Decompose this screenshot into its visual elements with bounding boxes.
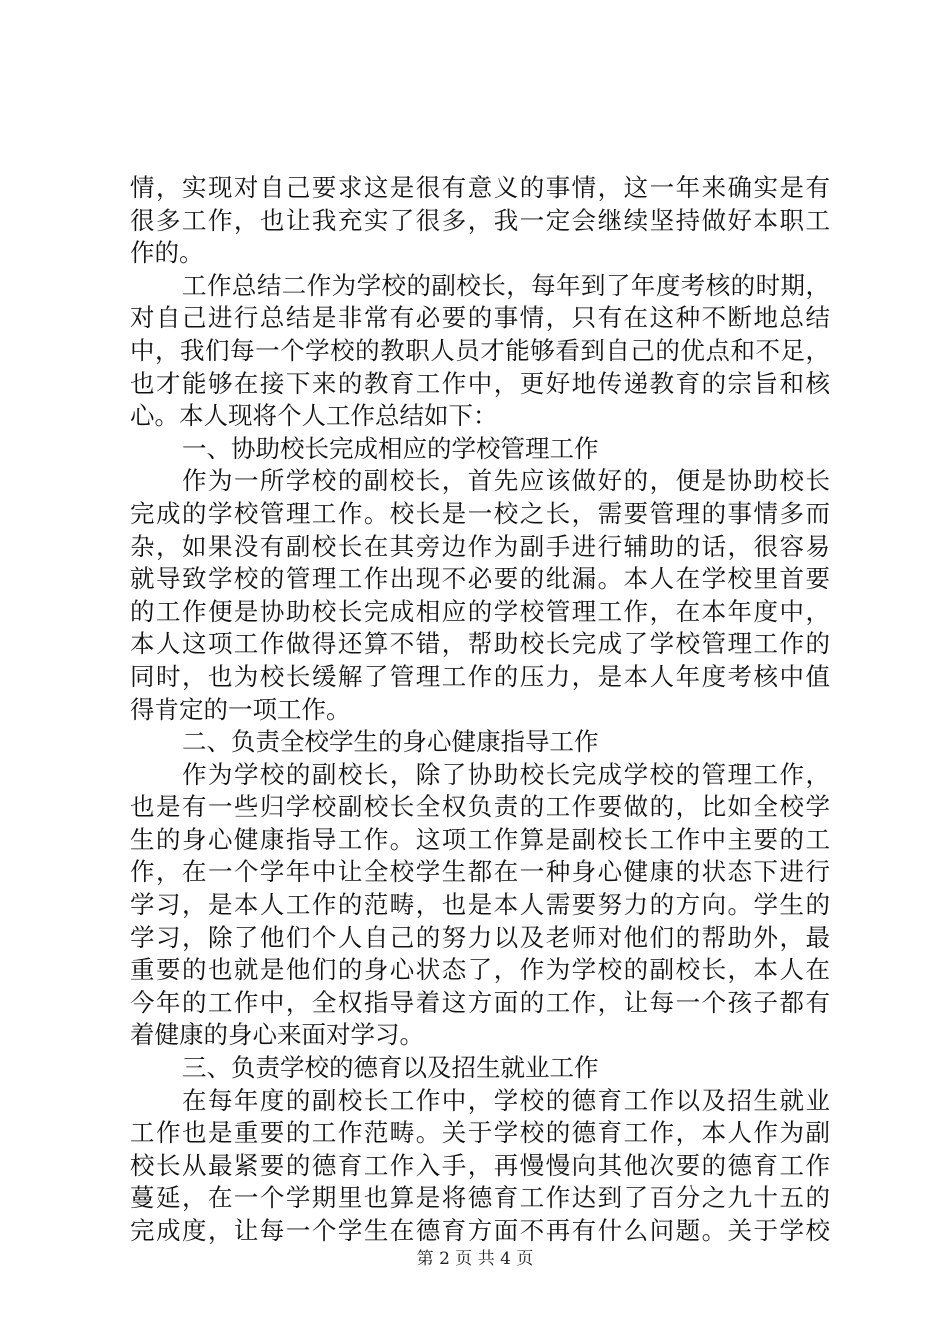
text-line: 同时，也为校长缓解了管理工作的压力，是本人年度考核中值 <box>130 661 830 691</box>
text-line: 的工作便是协助校长完成相应的学校管理工作，在本年度中， <box>130 596 830 626</box>
section-heading: 一、协助校长完成相应的学校管理工作 <box>182 433 599 463</box>
page-number-footer: 第 2 页 共 4 页 <box>416 1249 534 1269</box>
text-line: 情，实现对自己要求这是很有意义的事情，这一年来确实是有 <box>130 173 830 202</box>
text-line: 作，在一个学年中让全校学生都在一种身心健康的状态下进行 <box>130 857 830 887</box>
text-line: 蔓延，在一个学期里也算是将德育工作达到了百分之九十五的 <box>130 1183 830 1213</box>
text-line: 很多工作，也让我充实了很多，我一定会继续坚持做好本职工 <box>130 205 830 235</box>
document-body <box>130 172 830 1248</box>
text-line: 学习，除了他们个人自己的努力以及老师对他们的帮助外，最 <box>130 922 830 952</box>
section-heading: 二、负责全校学生的身心健康指导工作 <box>182 727 599 757</box>
text-line: 杂，如果没有副校长在其旁边作为副手进行辅助的话，很容易 <box>130 531 830 561</box>
text-line: 完成的学校管理工作。校长是一校之长，需要管理的事情多而 <box>130 498 830 528</box>
text-line: 重要的也就是他们的身心状态了，作为学校的副校长，本人在 <box>130 955 830 985</box>
text-line: 本人这项工作做得还算不错，帮助校长完成了学校管理工作的 <box>130 629 830 659</box>
paragraph-first-line: 工作总结二作为学校的副校长，每年到了年度考核的时期， <box>182 270 830 300</box>
text-line: 学习，是本人工作的范畴，也是本人需要努力的方向。学生的 <box>130 890 830 920</box>
text-line: 今年的工作中，全权指导着这方面的工作，让每一个孩子都有 <box>130 987 830 1017</box>
text-line: 完成度，让每一个学生在德育方面不再有什么问题。关于学校 <box>130 1216 830 1245</box>
text-line: 工作也是重要的工作范畴。关于学校的德育工作，本人作为副 <box>130 1118 830 1148</box>
text-line: 作的。 <box>130 238 204 268</box>
text-line: 也才能够在接下来的教育工作中，更好地传递教育的宗旨和核 <box>130 368 830 398</box>
text-line: 就导致学校的管理工作出现不必要的纰漏。本人在学校里首要 <box>130 564 830 594</box>
paragraph-first-line: 在每年度的副校长工作中，学校的德育工作以及招生就业 <box>182 1085 830 1115</box>
text-line: 对自己进行总结是非常有必要的事情，只有在这种不断地总结 <box>130 303 830 333</box>
paragraph-first-line: 作为一所学校的副校长，首先应该做好的，便是协助校长 <box>182 466 830 496</box>
text-line: 校长从最紧要的德育工作入手，再慢慢向其他次要的德育工作 <box>130 1150 830 1180</box>
text-line: 得肯定的一项工作。 <box>130 694 351 724</box>
text-line: 着健康的身心来面对学习。 <box>130 1020 424 1050</box>
text-line: 也是有一些归学校副校长全权负责的工作要做的，比如全校学 <box>130 792 830 822</box>
text-line: 心。本人现将个人工作总结如下： <box>130 401 498 431</box>
text-line: 中，我们每一个学校的教职人员才能够看到自己的优点和不足， <box>130 335 830 365</box>
paragraph-first-line: 作为学校的副校长，除了协助校长完成学校的管理工作， <box>182 759 830 789</box>
section-heading: 三、负责学校的德育以及招生就业工作 <box>182 1053 599 1083</box>
text-line: 生的身心健康指导工作。这项工作算是副校长工作中主要的工 <box>130 824 830 854</box>
